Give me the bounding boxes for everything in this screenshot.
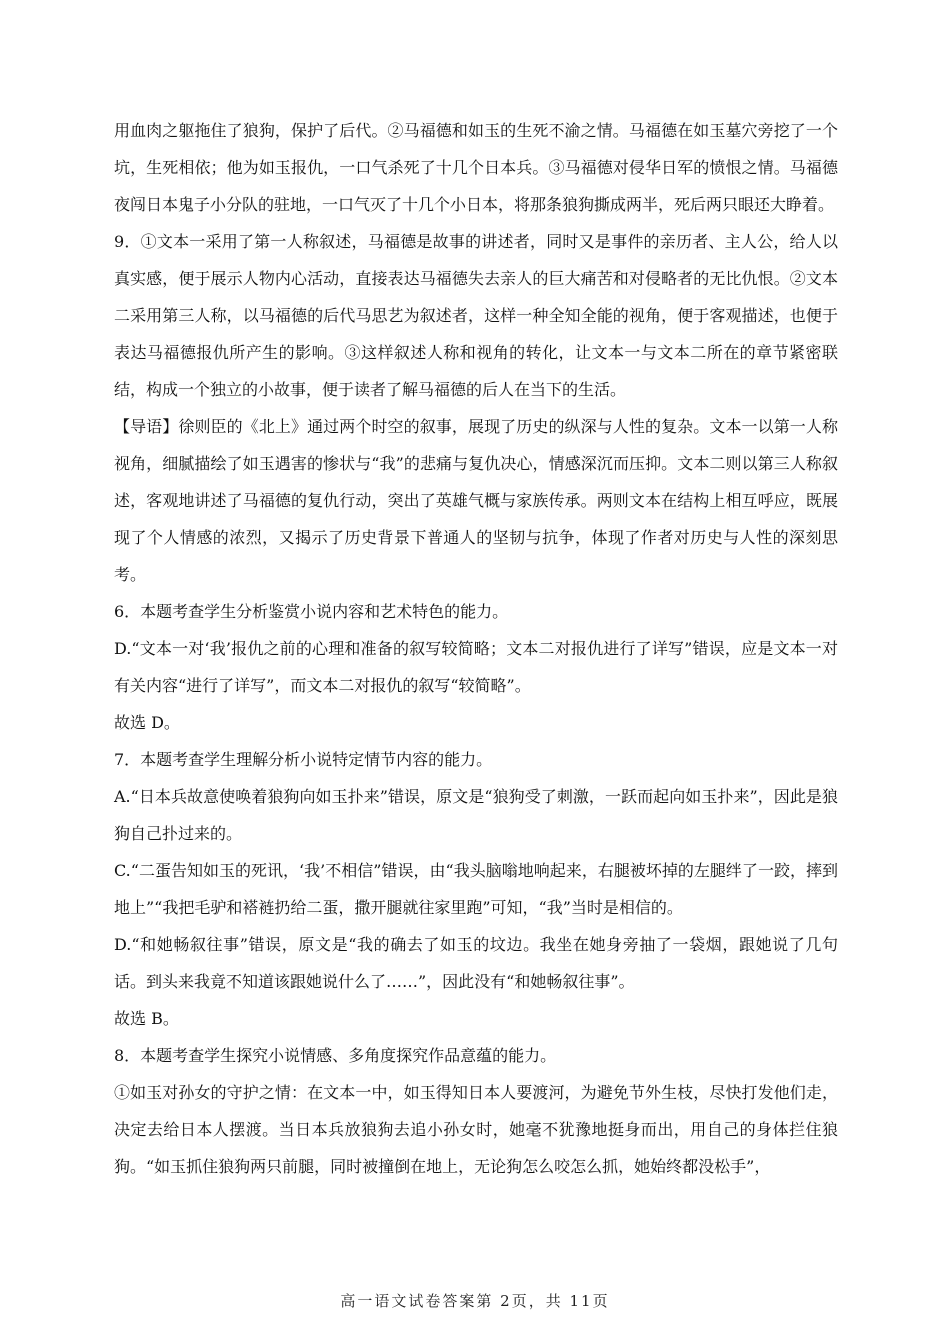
answer-7-heading: 7．本题考查学生理解分析小说特定情节内容的能力。 [114, 750, 493, 769]
answer-6-choice: 故选 D。 [114, 713, 180, 732]
answer-6-option-d: D.“文本一对‘我’报仇之前的心理和准备的叙写较简略；文本二对报仇进行了详写”错误，应是文本一对有关内容“进行了详写”，而文本二对报仇的叙写“较简略”。 [114, 639, 838, 695]
answer-8-heading: 8．本题考查学生探究小说情感、多角度探究作品意蕴的能力。 [114, 1046, 557, 1065]
page-footer: 高一语文试卷答案第 2页，共 11页 [340, 1292, 610, 1310]
answer-7-option-d: D.“和她畅叙往事”错误，原文是“我的确去了如玉的坟边。我坐在她身旁抽了一袋烟，跟她说了几句话。到头来我竟不知道该跟她说什么了……”，因此没有“和她畅叙往事”。 [114, 935, 838, 991]
guide-intro: 【导语】徐则臣的《北上》通过两个时空的叙事，展现了历史的纵深与人性的复杂。文本一以第一人称视角，细腻描绘了如玉遇害的惨状与“我”的悲痛与复仇决心，情感深沉而压抑。文本二则以第三人称叙述，客观地讲述了马福德的复仇行动，突出了英雄气概与家族传承。两则文本在结构上相互呼应，既展现了个人情感的浓烈，又揭示了历史背景下普通人的坚韧与抗争，体现了作者对历史与人性的深刻思考。 [114, 417, 838, 584]
answer-7-option-c: C.“二蛋告知如玉的死讯，‘我’不相信”错误，由“我头脑嗡地响起来，右腿被坏掉的左腿绊了一跤，摔到地上”“我把毛驴和褡裢扔给二蛋，撒开腿就往家里跑”可知，“我”当时是相信的。 [114, 861, 838, 917]
answer-9: 9．①文本一采用了第一人称叙述，马福德是故事的讲述者，同时又是事件的亲历者、主人公，给人以真实感，便于展示人物内心活动，直接表达马福德失去亲人的巨大痛苦和对侵略者的无比仇恨。②文本二采用第三人称，以马福德的后代马思艺为叙述者，这样一种全知全能的视角，便于客观描述，也便于表达马福德报仇所产生的影响。③这样叙述人称和视角的转化，让文本一与文本二所在的章节紧密联结，构成一个独立的小故事，便于读者了解马福德的后人在当下的生活。 [114, 232, 838, 399]
answer-6-heading: 6．本题考查学生分析鉴赏小说内容和艺术特色的能力。 [114, 602, 509, 621]
answer-8-point-1: ①如玉对孙女的守护之情：在文本一中，如玉得知日本人要渡河，为避免节外生枝，尽快打发他们走，决定去给日本人摆渡。当日本兵放狼狗去追小孙女时，她毫不犹豫地挺身而出，用自己的身体拦住狼狗。“如玉抓住狼狗两只前腿，同时被撞倒在地上，无论狗怎么咬怎么抓，她始终都没松手”， [114, 1083, 838, 1176]
answer-text-body [114, 112, 838, 1185]
answer-7-choice: 故选 B。 [114, 1009, 179, 1028]
paragraph-8-continued: 用血肉之躯拖住了狼狗，保护了后代。②马福德和如玉的生死不渝之情。马福德在如玉墓穴旁挖了一个坑，生死相依；他为如玉报仇，一口气杀死了十几个日本兵。③马福德对侵华日军的愤恨之情。马福德夜闯日本鬼子小分队的驻地，一口气灭了十几个小日本，将那条狼狗撕成两半，死后两只眼还大睁着。 [114, 121, 838, 214]
answer-7-option-a: A.“日本兵故意使唤着狼狗向如玉扑来”错误，原文是“狼狗受了刺激，一跃而起向如玉扑来”，因此是狼狗自己扑过来的。 [114, 787, 838, 843]
